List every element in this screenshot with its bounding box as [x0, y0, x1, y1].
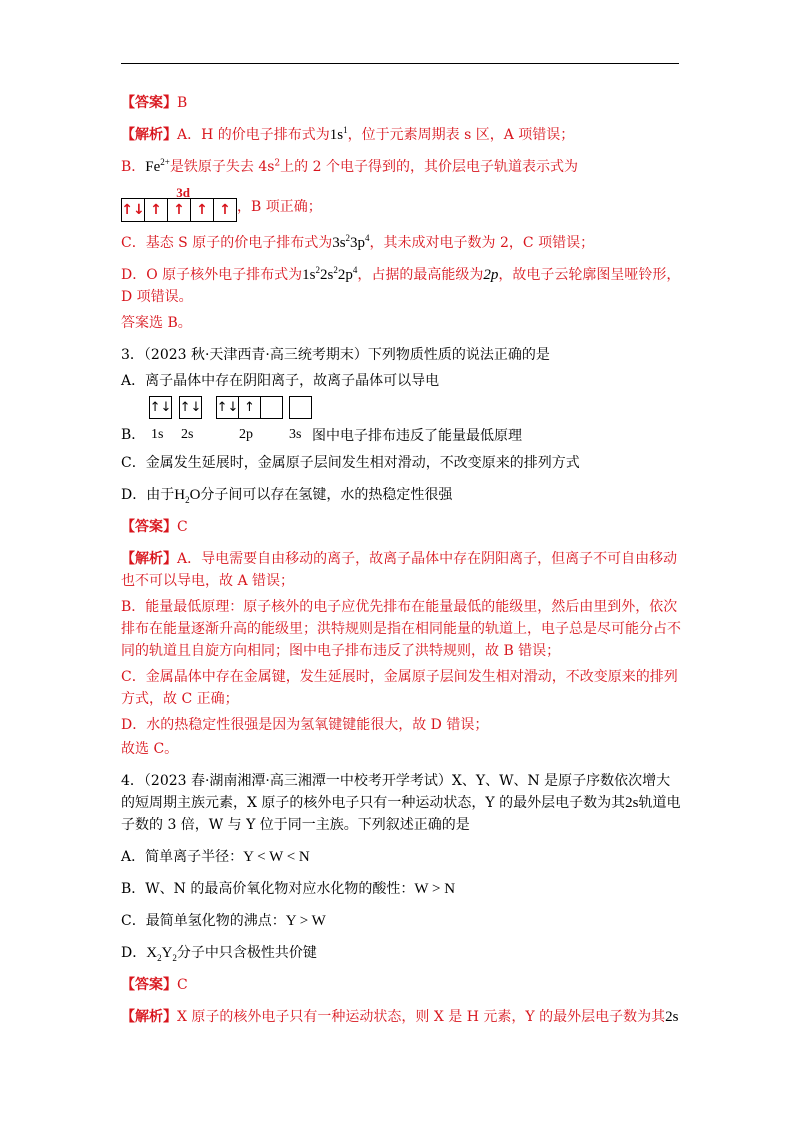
answer-tag: 【答案】 — [121, 519, 177, 535]
q4-answer — [121, 974, 681, 996]
q3-analysis-a — [121, 548, 681, 592]
orbital-cell: ↑ — [168, 199, 191, 221]
q3-analysis-b: B．能量最低原理：原子核外的电子应优先排布在能量最低的能级里，然后由里到外，依次排布在能量逐渐升高的能级里；洪特规则是指在相同能量的轨道上，电子总是尽可能分占不同的轨道且自旋方向相同；图中电子排布违反了洪特规则，故 B 错误； — [121, 599, 681, 659]
q2-conclusion: 答案选 B。 — [121, 315, 192, 331]
box-label: 2p — [239, 427, 253, 442]
q4-analysis — [121, 1006, 681, 1028]
stem-text: 轨道电子数的 3 倍，W 与 Y 位于同一主族。下列叙述正确的是 — [121, 795, 681, 833]
answer-value: C — [177, 977, 188, 993]
q4-option-c — [121, 910, 681, 932]
option-text: 分子间可以存在氢键，水的热稳定性很强 — [200, 487, 453, 503]
q4-stem — [121, 770, 681, 836]
q4-option-b — [121, 878, 681, 900]
formula: $3s^23p^4$ — [332, 233, 370, 251]
formula: 2s — [625, 795, 639, 811]
q2-answer — [121, 92, 681, 114]
header-rule — [121, 63, 679, 64]
answer-value: B — [177, 95, 188, 111]
formula: $X_2Y_2$ — [146, 945, 177, 963]
box-label: 2s — [181, 427, 194, 442]
q4-option-d — [121, 942, 681, 964]
analysis-text: ，故电子云轮廓图呈哑铃形，D 项错误。 — [121, 267, 681, 305]
option-text: A．简单离子半径： — [121, 849, 244, 865]
analysis-text: ，占据的最高能级为 — [357, 267, 484, 283]
answer-tag: 【答案】 — [121, 977, 177, 993]
orbital-3d-diagram — [121, 185, 237, 222]
q3-analysis-d: D．水的热稳定性很强是因为氢氧键键能很大，故 D 错误； — [121, 717, 489, 733]
formula: $1s^1$ — [329, 125, 348, 143]
q3-option-d — [121, 484, 681, 506]
box-label: 1s — [151, 427, 164, 442]
electron-box-diagram — [121, 394, 681, 442]
analysis-text: X 原子的核外电子只有一种运动状态，则 X 是 H 元素，Y 的最外层电子数为其 — [177, 1009, 666, 1025]
formula: Y < W < N — [243, 849, 310, 865]
q2-analysis-d — [121, 264, 681, 308]
box-3s — [289, 396, 311, 419]
q2-analysis-a — [121, 124, 681, 146]
orbital-label: 3d — [176, 185, 190, 200]
formula: $1s^22s^22p^4$ — [302, 265, 358, 283]
option-text: B．W、N 的最高价氧化物对应水化物的酸性： — [121, 881, 415, 897]
analysis-text: C．基态 S 原子的价电子排布式为 — [121, 235, 333, 251]
formula: W > N — [414, 881, 456, 897]
analysis-text: 上的 2 个电子得到的，其价层电子轨道表示式为 — [280, 159, 578, 175]
formula: $Fe^{2+}$ — [145, 157, 170, 175]
superscript: 2 — [274, 158, 281, 169]
box-1s: ↑↓ — [149, 396, 171, 419]
analysis-text: 是铁原子失去 4s — [169, 159, 275, 175]
q2-analysis-b — [121, 156, 681, 178]
q3-answer — [121, 516, 681, 538]
box-label: 3s — [289, 427, 302, 442]
analysis-tag: 【解析】 — [121, 1009, 177, 1025]
q3-analysis-c: C．金属晶体中存在金属键，发生延展时，金属原子层间发生相对滑动，不改变原来的排列方式，故 C 正确； — [121, 669, 678, 707]
analysis-text: B． — [121, 159, 146, 175]
orbital-cell: ↑ — [191, 199, 214, 221]
q3-option-a: A．离子晶体中存在阴阳离子，故离子晶体可以导电 — [121, 373, 440, 389]
option-text: 分子中只含极性共价键 — [176, 945, 317, 961]
analysis-text: ，其未成对电子数为 2，C 项错误； — [369, 235, 595, 251]
q3-option-b — [121, 394, 681, 442]
stem-text: 4．（2023 春·湖南湘潭·高三湘潭一中校考开学考试）X、Y、W、N 是原子序数依次增大的短周期主族元素，X 原子的核外电子只有一种运动状态，Y 的最外层电子数为其 — [121, 773, 671, 811]
q3-option-c: C．金属发生延展时，金属原子层间发生相对滑动，不改变原来的排列方式 — [121, 455, 580, 471]
box-2s: ↑↓ — [179, 396, 201, 419]
box-2p: ↑↓ ↑ — [216, 396, 282, 419]
q3-conclusion: 故选 C。 — [121, 741, 179, 757]
analysis-text: D．O 原子核外电子排布式为 — [121, 267, 303, 283]
option-text: D． — [121, 945, 147, 961]
option-text: D．由于 — [121, 487, 175, 503]
orbital-cell: ↑ — [219, 202, 231, 218]
orbital-cell: ↑↓ — [122, 199, 145, 221]
analysis-tag: 【解析】 — [121, 127, 177, 143]
q3-stem: 3．（2023 秋·天津西青·高三统考期末）下列物质性质的说法正确的是 — [121, 347, 550, 363]
formula: $H_2O$ — [174, 487, 201, 505]
formula: 2s — [665, 1009, 679, 1025]
analysis-text: ，位于元素周期表 s 区，A 项错误； — [347, 127, 575, 143]
formula: 2p — [483, 267, 499, 283]
analysis-tag: 【解析】 — [121, 551, 177, 567]
analysis-text: ，B 项正确； — [237, 199, 322, 215]
q2-orbital-diagram — [121, 185, 681, 222]
q2-analysis-c — [121, 232, 681, 254]
document-body — [121, 92, 681, 1038]
option-text: 图中电子排布违反了能量最低原理 — [312, 428, 522, 444]
analysis-text: A．导电需要自由移动的离子，故离子晶体中存在阴阳离子，但离子不可自由移动也不可以导电，故 A 错误； — [121, 551, 678, 589]
analysis-text: A．H 的价电子排布式为 — [177, 127, 330, 143]
answer-value: C — [177, 519, 188, 535]
q4-option-a — [121, 846, 681, 868]
option-text: C．最简单氢化物的沸点： — [121, 913, 286, 929]
option-label: B． — [121, 427, 146, 443]
orbital-cell: ↑ — [145, 199, 168, 221]
answer-tag: 【答案】 — [121, 95, 177, 111]
formula: Y > W — [285, 913, 326, 929]
